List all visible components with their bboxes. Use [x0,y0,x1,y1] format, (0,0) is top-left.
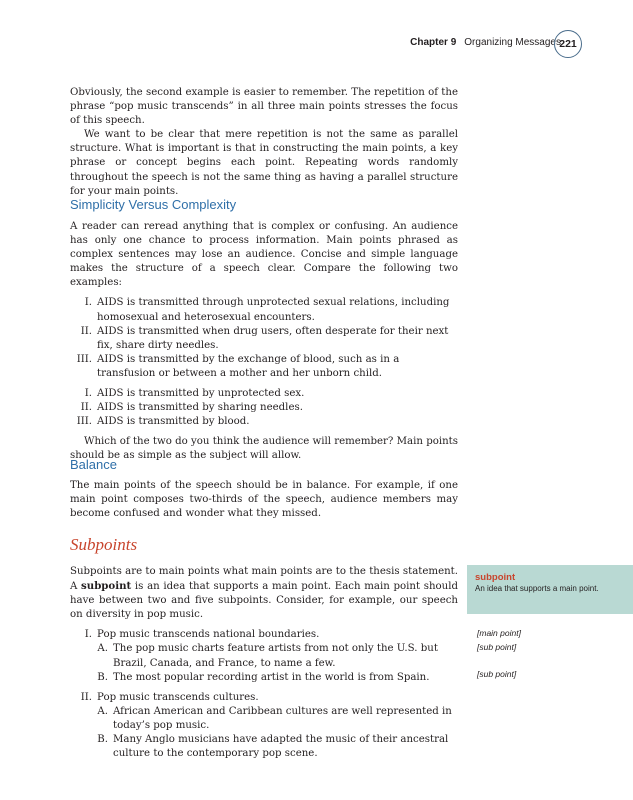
glossary-sidebar [467,565,633,614]
list-item: II. Pop music transcends cultures. [80,691,259,703]
list-item: I. Pop music transcends national boundaries. [84,629,320,641]
section-heading: Subpoints [70,535,138,554]
key-term: subpoint [81,580,132,593]
running-header [410,37,561,48]
section-subpoints-body [70,565,458,761]
list-item: A. The pop music charts feature artists from not only the U.S. but Brazil, Canada, and France, to name a few. [97,643,438,669]
paragraph: Subpoints are to main points what main points are to the thesis statement. A subpoint is an idea that supports a main point. Each main point should have between two and five subpoints. Consider, for example, our speech on diversity in pop music. [70,566,458,621]
chapter-label: Chapter 9 [410,37,457,48]
section-subpoints [70,535,458,554]
paragraph: Which of the two do you think the audience will remember? Main points should be as simple as the subject will allow. [70,436,458,462]
example-list-2 [70,387,458,429]
list-item: B. Many Anglo musicians have adapted the music of their ancestral culture to the contemporary pop scene. [97,734,449,760]
list-item: II. AIDS is transmitted by sharing needles. [80,402,303,414]
paragraph: A reader can reread anything that is complex or confusing. An audience has only one chance to process information. Main points phrased as complex sentences may lose an audience. Concise and simple language makes the structure of a speech clear. Compare the following two examples: [70,221,458,289]
section-heading: Balance [70,457,117,472]
list-item: III. AIDS is transmitted by the exchange of blood, such as in a transfusion or between a mother and her unborn child. [76,353,400,379]
margin-note: [main point] [477,628,521,638]
glossary-definition: An idea that supports a main point. [475,584,599,593]
list-item: B. The most popular recording artist in the world is from Spain. [97,671,430,683]
section-simplicity [70,198,458,212]
section-heading: Simplicity Versus Complexity [70,197,237,212]
list-item: A. African American and Caribbean cultures are well represented in today’s pop music. [97,705,452,731]
glossary-term: subpoint [475,572,516,583]
example-list-1 [70,296,458,381]
intro-text [70,86,458,199]
paragraph: The main points of the speech should be in balance. For example, if one main point composes two-thirds of the speech, audience members may become confused and wonder what they missed. [70,480,458,520]
list-item: II. AIDS is transmitted when drug users, often desperate for their next fix, share dirty needles. [80,325,449,351]
page-number: 221 [554,30,582,58]
section-balance-body [70,479,458,521]
paragraph: Obviously, the second example is easier to remember. The repetition of the phrase “pop music transcends” in all three main points stresses the focus of this speech. [70,87,458,127]
margin-note: [sub point] [477,642,517,652]
paragraph: We want to be clear that mere repetition is not the same as parallel structure. What is important is that in constructing the main points, a key phrase or concept begins each point. Repeating words randomly throughout the speech is not the same thing as having a parallel structure for your main points. [70,129,458,197]
list-item: III. AIDS is transmitted by blood. [76,416,250,428]
margin-note: [sub point] [477,669,517,679]
section-balance [70,458,458,472]
outline [70,628,458,761]
chapter-title: Organizing Messages [464,37,561,48]
section-simplicity-body [70,220,458,464]
list-item: I. AIDS is transmitted through unprotected sexual relations, including homosexual and heterosexual encounters. [84,297,450,323]
list-item: I. AIDS is transmitted by unprotected sex. [84,388,305,400]
